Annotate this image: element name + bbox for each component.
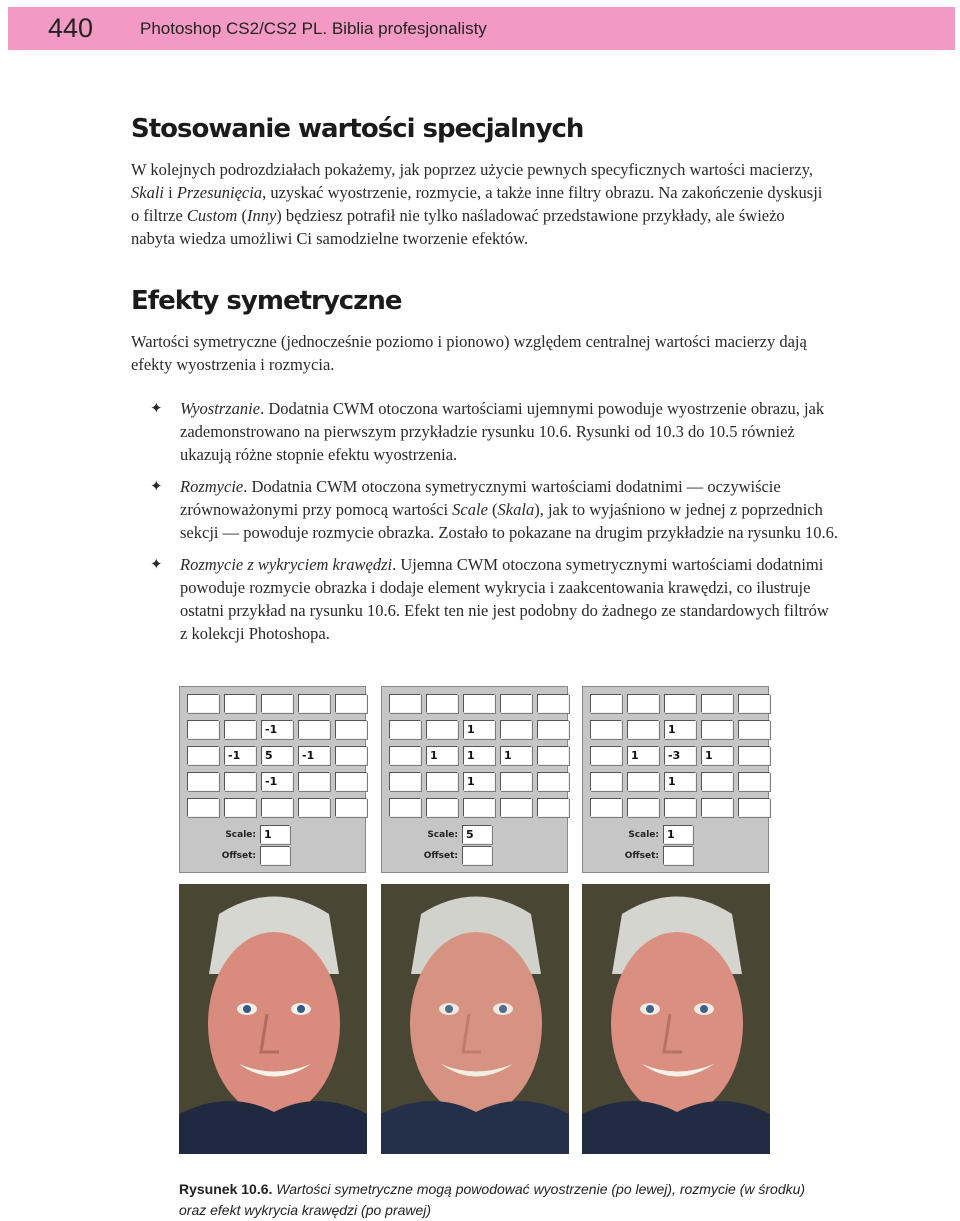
scale-input[interactable]: 1 <box>663 825 693 844</box>
matrix-cell-r1-c3[interactable] <box>701 720 733 739</box>
figure-caption <box>179 1179 829 1221</box>
portrait-photo-edge-blur <box>582 884 770 1154</box>
offset-input[interactable] <box>663 846 693 865</box>
matrix-cell-r4-c0[interactable] <box>590 798 622 817</box>
scale-label: Scale: <box>427 830 458 840</box>
text-run: i <box>164 183 177 202</box>
matrix-cell-r2-c2[interactable]: -3 <box>664 746 696 765</box>
matrix-cell-r2-c0[interactable] <box>389 746 421 765</box>
section2-intro: Wartości symetryczne (jednocześnie poziomo i pionowo) względem centralnej wartości macierzy dają efekty wyostrzenia i rozmycia. <box>131 332 807 374</box>
offset-label: Offset: <box>221 851 256 861</box>
matrix-cell-r0-c3[interactable] <box>298 694 330 713</box>
text-run: ) będziesz potrafił nie tylko naśladować przedstawione przykłady, ale świeżo nabyta wiedza umożliwi Ci samodzielne tworzenie efektów. <box>131 206 785 248</box>
matrix-cell-r0-c2[interactable] <box>463 694 495 713</box>
matrix-cell-r0-c2[interactable] <box>664 694 696 713</box>
text-run: Inny <box>246 206 277 225</box>
matrix-cell-r0-c4[interactable] <box>335 694 367 713</box>
matrix-cell-r2-c4[interactable] <box>738 746 770 765</box>
matrix-cell-r0-c4[interactable] <box>537 694 569 713</box>
section-heading-special-values: Stosowanie wartości specjalnych <box>131 114 584 144</box>
matrix-cell-r2-c4[interactable] <box>537 746 569 765</box>
matrix-cell-r4-c1[interactable] <box>627 798 659 817</box>
matrix-cell-r0-c0[interactable] <box>389 694 421 713</box>
portrait-illustration <box>179 884 367 1154</box>
matrix-cell-r0-c1[interactable] <box>224 694 256 713</box>
running-title: Photoshop CS2/CS2 PL. Biblia profesjonalisty <box>140 18 487 38</box>
text-run: Custom <box>186 206 238 225</box>
matrix-cell-r4-c4[interactable] <box>738 798 770 817</box>
matrix-cell-r3-c1[interactable] <box>426 772 458 791</box>
bullet-term: Rozmycie z wykryciem krawędzi <box>180 555 393 574</box>
matrix-cell-r4-c1[interactable] <box>426 798 458 817</box>
matrix-cell-r0-c3[interactable] <box>701 694 733 713</box>
matrix-cell-r3-c1[interactable] <box>627 772 659 791</box>
bullet-text: . Ujemna CWM otoczona symetrycznymi wartościami dodatnimi powoduje rozmycie obrazka i dodaje element wykrycia i zaakcentowania krawędzi, co ilustruje ostatni przykład na rysunku 10.6. Efekt ten nie jest podobny do żadnego ze standardowych filtrów z kolekcji Photoshopa. <box>180 555 829 643</box>
matrix-cell-r1-c4[interactable] <box>738 720 770 739</box>
matrix-cell-r2-c1[interactable]: -1 <box>224 746 256 765</box>
list-item <box>150 553 840 645</box>
matrix-cell-r0-c4[interactable] <box>738 694 770 713</box>
custom-filter-panel-blur <box>381 686 568 873</box>
matrix-cell-r0-c1[interactable] <box>426 694 458 713</box>
bullet-icon: ✦ <box>150 477 163 495</box>
bullet-term: Rozmycie <box>180 477 244 496</box>
effects-list <box>150 397 840 654</box>
matrix-cell-r1-c0[interactable] <box>389 720 421 739</box>
bullet-text: . Dodatnia CWM otoczona symetrycznymi wartościami dodatnimi — oczywiście zrównoważonymi przy pomocą wartości <box>180 477 781 519</box>
list-item <box>150 475 840 544</box>
list-item <box>150 397 840 466</box>
matrix-cell-r0-c0[interactable] <box>590 694 622 713</box>
caption-text: Wartości symetryczne mogą powodować wyostrzenie (po lewej), rozmycie (w środku) oraz efekt wykrycia krawędzi (po prawej) <box>179 1181 806 1218</box>
matrix-cell-r3-c0[interactable] <box>590 772 622 791</box>
bullet-text: . Dodatnia CWM otoczona wartościami ujemnymi powoduje wyostrzenie obrazu, jak zademonstrowano na pierwszym przykładzie rysunku 10.6. Rysunki od 10.3 do 10.5 również ukazują różne stopnie efektu wyostrzenia. <box>180 399 825 464</box>
matrix-cell-r1-c0[interactable] <box>187 720 219 739</box>
matrix-cell-r2-c2[interactable]: 1 <box>463 746 495 765</box>
matrix-cell-r0-c3[interactable] <box>500 694 532 713</box>
matrix-cell-r2-c3[interactable]: 1 <box>500 746 532 765</box>
matrix-cell-r2-c3[interactable]: -1 <box>298 746 330 765</box>
matrix-cell-r4-c0[interactable] <box>389 798 421 817</box>
matrix-cell-r1-c2[interactable]: -1 <box>261 720 293 739</box>
scale-input[interactable]: 5 <box>462 825 492 844</box>
matrix-cell-r3-c0[interactable] <box>389 772 421 791</box>
matrix-cell-r4-c3[interactable] <box>701 798 733 817</box>
text-run: W kolejnych podrozdziałach pokażemy, jak poprzez użycie pewnych specyficznych wartości macierzy, <box>131 160 813 179</box>
matrix-cell-r1-c3[interactable] <box>298 720 330 739</box>
offset-label: Offset: <box>423 851 458 861</box>
matrix-cell-r4-c3[interactable] <box>500 798 532 817</box>
matrix-cell-r1-c1[interactable] <box>627 720 659 739</box>
page-header <box>8 7 955 50</box>
offset-input[interactable] <box>260 846 290 865</box>
matrix-cell-r1-c4[interactable] <box>335 720 367 739</box>
caption-label: Rysunek 10.6. <box>179 1181 273 1197</box>
bullet-text: Scale <box>452 500 488 519</box>
text-run: ( <box>237 206 247 225</box>
matrix-cell-r3-c3[interactable] <box>701 772 733 791</box>
text-run: Przesunięcia <box>176 183 263 202</box>
matrix-cell-r1-c0[interactable] <box>590 720 622 739</box>
matrix-cell-r3-c0[interactable] <box>187 772 219 791</box>
matrix-cell-r1-c2[interactable]: 1 <box>463 720 495 739</box>
matrix-cell-r1-c2[interactable]: 1 <box>664 720 696 739</box>
matrix-cell-r3-c3[interactable] <box>298 772 330 791</box>
matrix-cell-r1-c1[interactable] <box>426 720 458 739</box>
matrix-cell-r3-c4[interactable] <box>738 772 770 791</box>
matrix-cell-r2-c4[interactable] <box>335 746 367 765</box>
matrix-cell-r4-c2[interactable] <box>261 798 293 817</box>
bullet-text: Skala <box>497 500 535 519</box>
matrix-cell-r3-c2[interactable]: 1 <box>463 772 495 791</box>
portrait-illustration <box>582 884 770 1154</box>
offset-input[interactable] <box>462 846 492 865</box>
text-run: , uzyskać wyostrzenie, rozmycie, a także inne filtry obrazu. Na zakończenie dyskusji o filtrze <box>131 183 823 225</box>
matrix-cell-r4-c2[interactable] <box>664 798 696 817</box>
matrix-cell-r4-c4[interactable] <box>537 798 569 817</box>
matrix-cell-r4-c2[interactable] <box>463 798 495 817</box>
matrix-cell-r0-c1[interactable] <box>627 694 659 713</box>
custom-filter-panel-edge-blur <box>582 686 769 873</box>
portrait-illustration <box>381 884 569 1154</box>
page-number: 440 <box>48 13 94 43</box>
matrix-cell-r3-c2[interactable]: -1 <box>261 772 293 791</box>
matrix-cell-r2-c3[interactable]: 1 <box>701 746 733 765</box>
portrait-photo-blurred <box>381 884 569 1154</box>
matrix-cell-r3-c2[interactable]: 1 <box>664 772 696 791</box>
bullet-text: ( <box>487 500 498 519</box>
bullet-icon: ✦ <box>150 399 163 417</box>
section1-paragraph <box>131 158 831 250</box>
matrix-cell-r4-c0[interactable] <box>187 798 219 817</box>
text-run: Skali <box>131 183 164 202</box>
custom-filter-panel-sharpen <box>179 686 366 873</box>
matrix-cell-r1-c3[interactable] <box>500 720 532 739</box>
bullet-text: ), jak to wyjaśniono w jednej z poprzednich sekcji — powoduje rozmycie obrazka. Zostało to pokazane na drugim przykładzie na rysunku 10.6. <box>180 500 838 542</box>
bullet-icon: ✦ <box>150 555 163 573</box>
section-heading-symmetric: Efekty symetryczne <box>131 286 402 316</box>
matrix-cell-r2-c1[interactable]: 1 <box>627 746 659 765</box>
matrix-cell-r2-c1[interactable]: 1 <box>426 746 458 765</box>
offset-label: Offset: <box>624 851 659 861</box>
matrix-cell-r1-c4[interactable] <box>537 720 569 739</box>
portrait-photo-sharpened <box>179 884 367 1154</box>
matrix-cell-r0-c0[interactable] <box>187 694 219 713</box>
matrix-cell-r4-c3[interactable] <box>298 798 330 817</box>
matrix-cell-r3-c1[interactable] <box>224 772 256 791</box>
scale-input[interactable]: 1 <box>260 825 290 844</box>
matrix-cell-r4-c4[interactable] <box>335 798 367 817</box>
matrix-cell-r0-c2[interactable] <box>261 694 293 713</box>
matrix-cell-r2-c0[interactable] <box>187 746 219 765</box>
scale-label: Scale: <box>628 830 659 840</box>
matrix-cell-r3-c3[interactable] <box>500 772 532 791</box>
matrix-cell-r1-c1[interactable] <box>224 720 256 739</box>
matrix-cell-r3-c4[interactable] <box>537 772 569 791</box>
matrix-cell-r2-c2[interactable]: 5 <box>261 746 293 765</box>
matrix-cell-r3-c4[interactable] <box>335 772 367 791</box>
matrix-cell-r4-c1[interactable] <box>224 798 256 817</box>
bullet-term: Wyostrzanie <box>180 399 261 418</box>
scale-label: Scale: <box>225 830 256 840</box>
matrix-cell-r2-c0[interactable] <box>590 746 622 765</box>
